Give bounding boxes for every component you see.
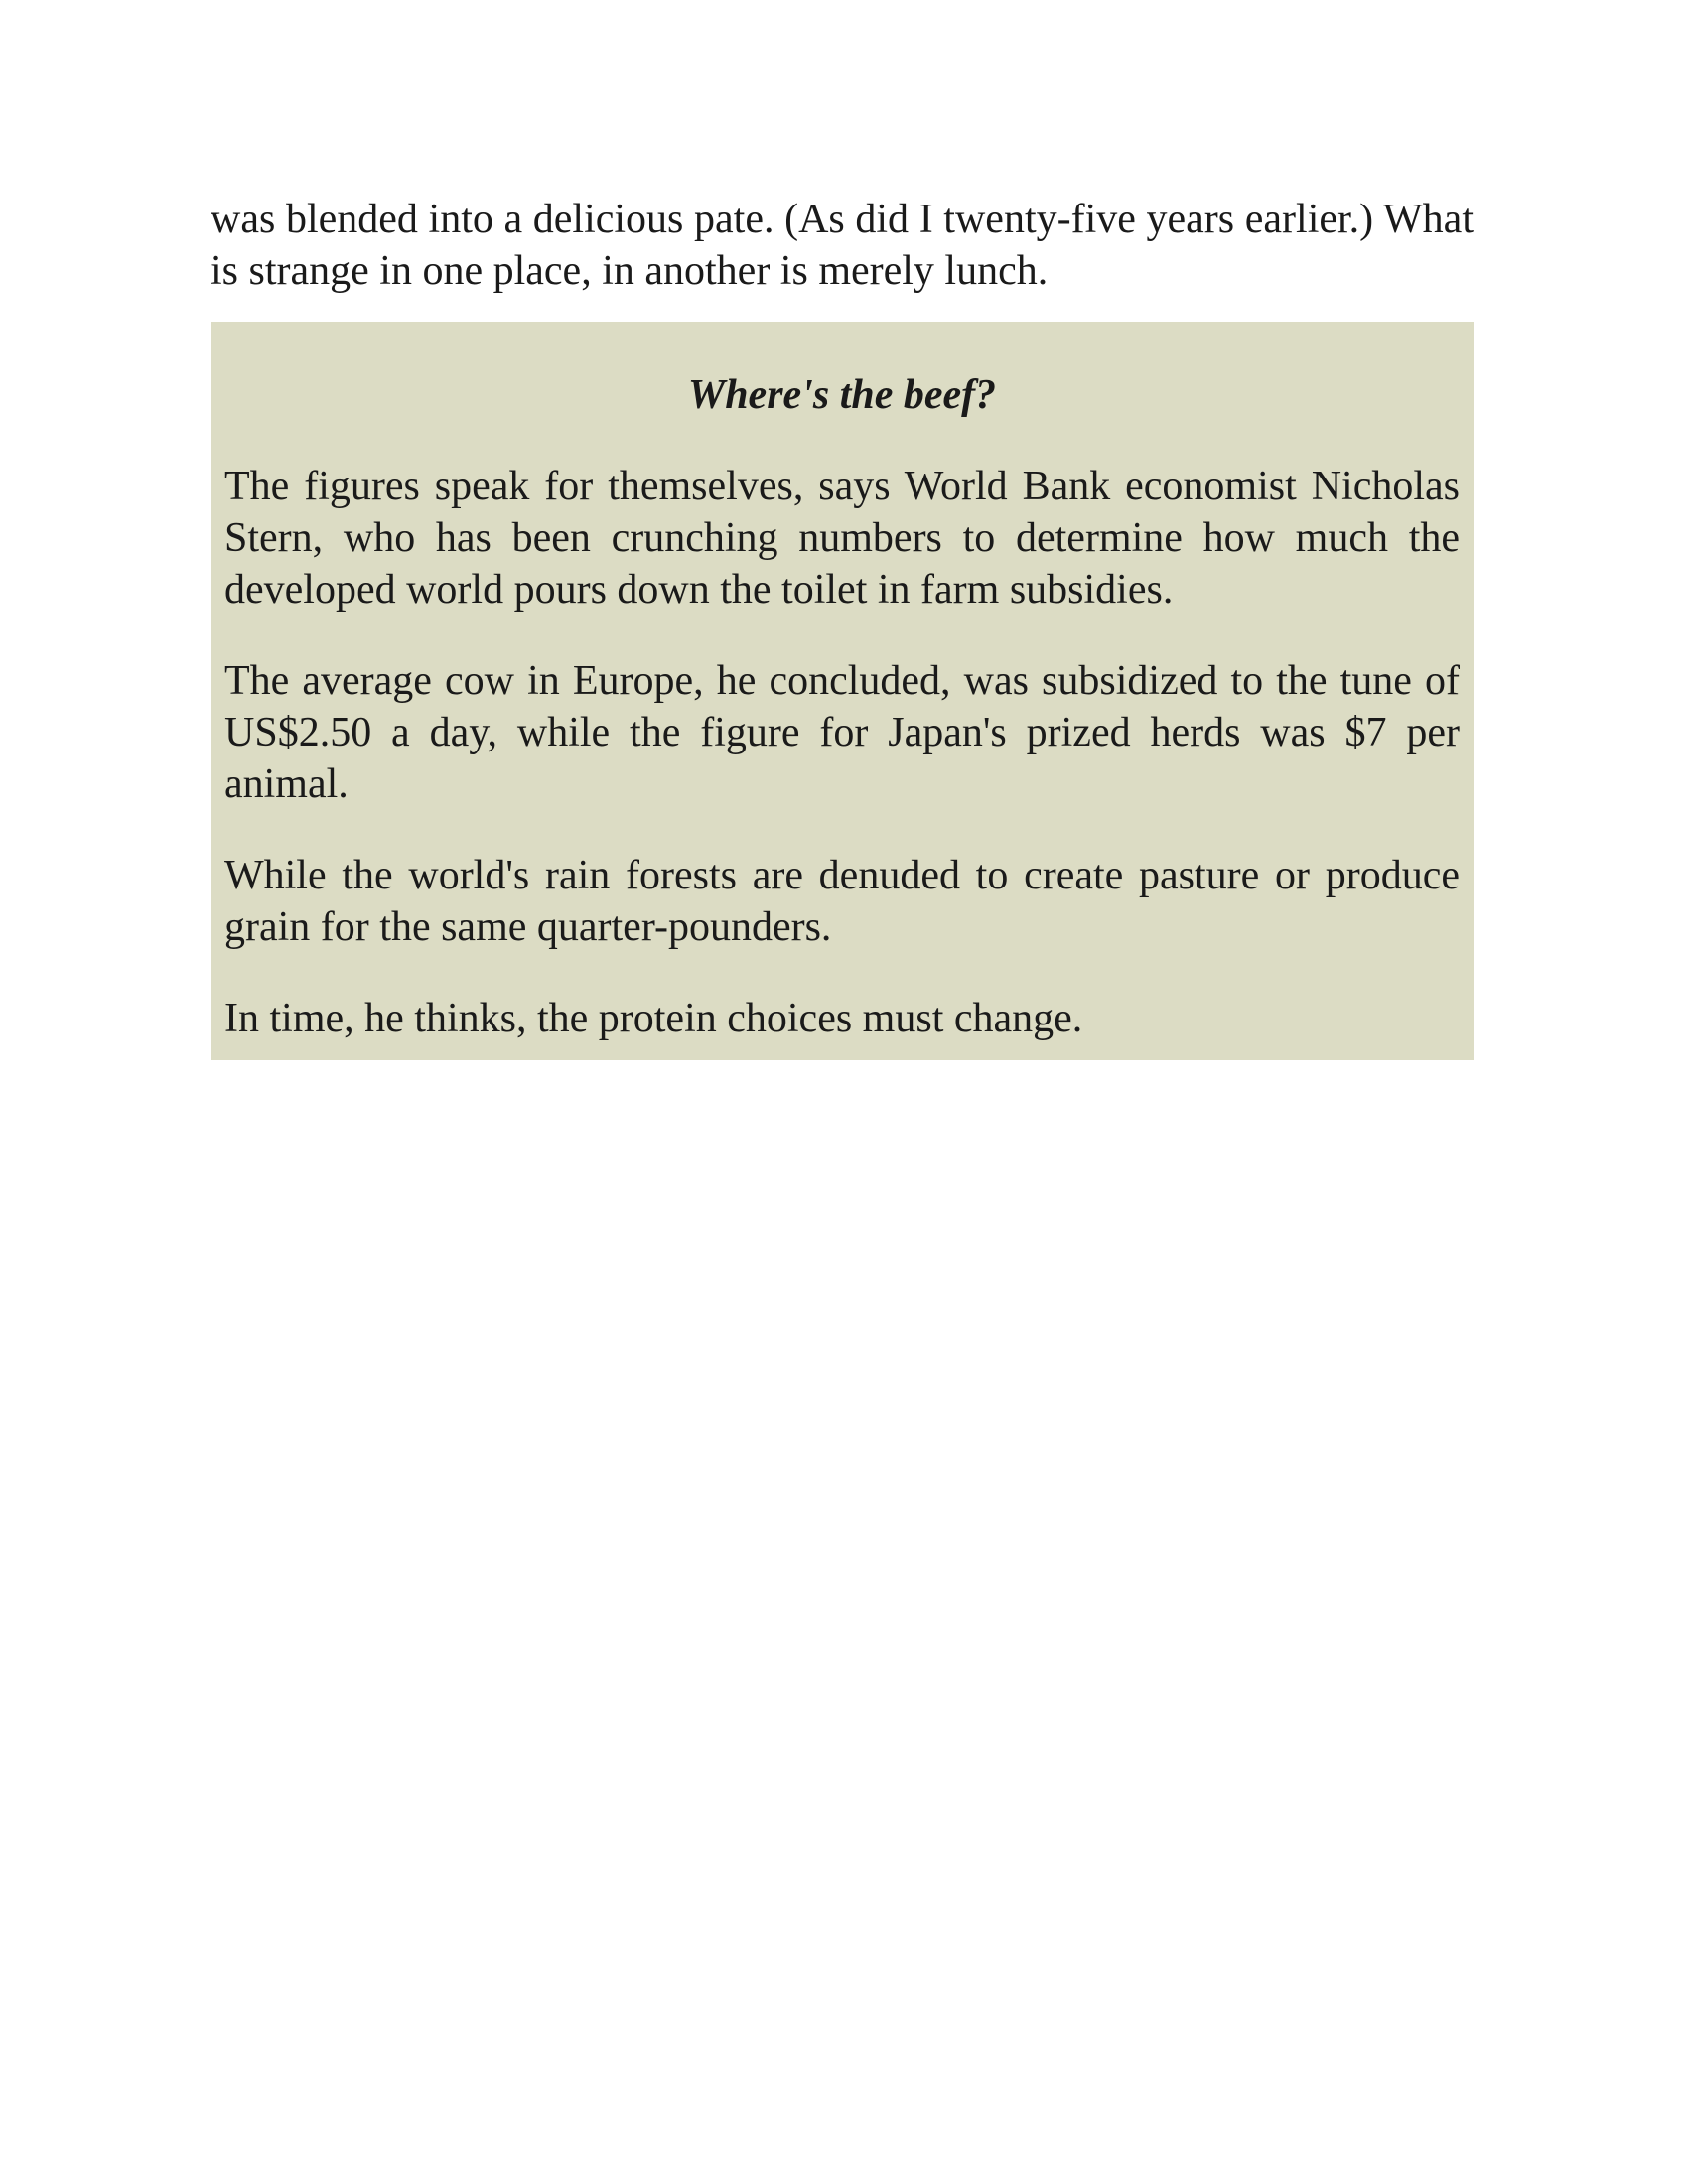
- sidebar-box: [211, 322, 1474, 1060]
- document-page: [211, 194, 1474, 1060]
- sidebar-paragraph: In time, he thinks, the protein choices must change.: [224, 996, 1083, 1041]
- sidebar-paragraph: While the world's rain forests are denuded to create pasture or produce grain for the same quarter-pounders.: [224, 853, 1460, 950]
- sidebar-title: Where's the beef?: [687, 372, 997, 418]
- continuation-paragraph: was blended into a delicious pate. (As did I twenty-five years earlier.) What is strange in one place, in another is merely lunch.: [211, 197, 1474, 294]
- sidebar-paragraph: The average cow in Europe, he concluded, was subsidized to the tune of US$2.50 a day, while the figure for Japan's prized herds was $7 per animal.: [224, 658, 1460, 807]
- sidebar-paragraph: The figures speak for themselves, says World Bank economist Nicholas Stern, who has been crunching numbers to determine how much the developed world pours down the toilet in farm subsidies.: [224, 464, 1460, 613]
